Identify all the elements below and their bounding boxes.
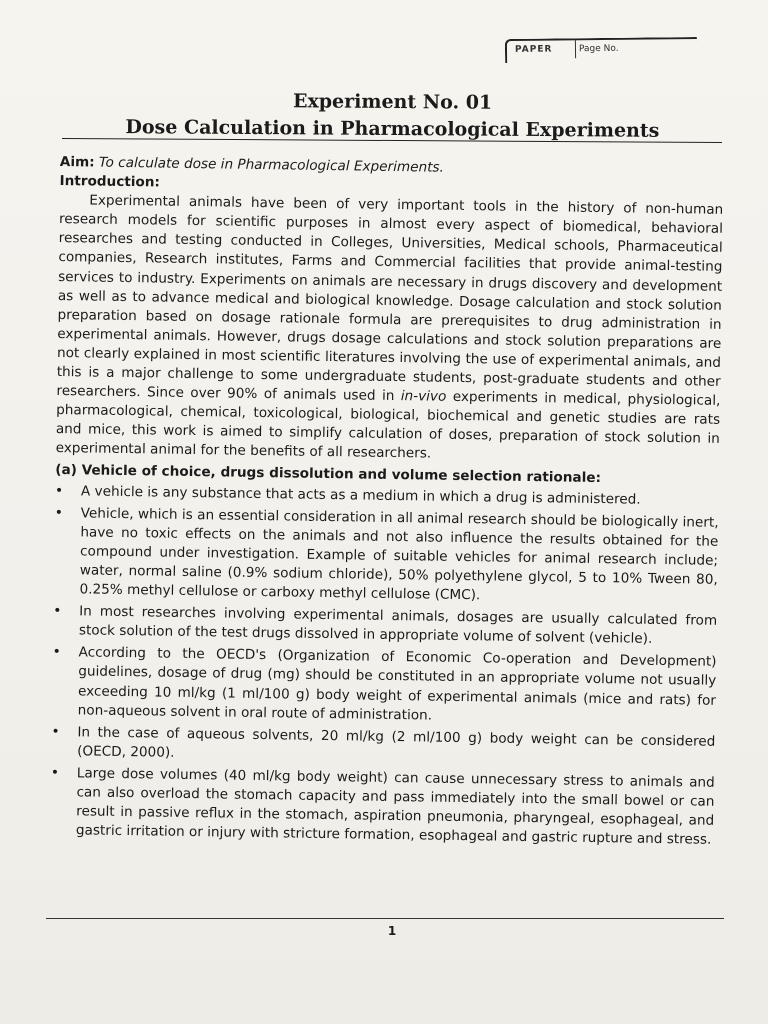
- experiment-header: [60, 86, 725, 145]
- list-item-text: A vehicle is any substance that acts as a medium in which a drug is administered.: [80, 482, 641, 508]
- intro-text-part-2: experiments in medical, physiological, pharmacological, chemical, toxicological, biological, biochemical and genetic studies are rats and mice, this work is aimed to simplify calculation of doses, preparation of stock solution in experimental animal for the benefits of all researchers.: [55, 388, 721, 462]
- intro-text-italic: in-vivo: [400, 388, 447, 405]
- section-a-bullet-list: [50, 482, 719, 850]
- bullet-icon: •: [54, 504, 64, 521]
- list-item-text: Vehicle, which is an essential consideration in all animal research should be biologically inert, have no toxic effects on the animals and not also influence the results obtained for the compound under investigation. Example of suitable vehicles for animal research include; water, normal saline (0.9% sodium chloride), 50% polyethylene glycol, 5 to 10% Tween 80, 0.25% methyl cellulose or carboxy methyl cellulose (CMC).: [79, 505, 719, 604]
- document-body: [50, 153, 724, 853]
- list-item-text: According to the OECD's (Organization of Economic Co-operation and Development) guidelines, dosage of drug (mg) should be constituted in an appropriate volume not usually exceeding 10 ml/kg (1 ml/100 g) body weight of experimental animals (mice and rats) for non-aqueous solvent in oral route of administration.: [77, 644, 717, 724]
- list-item-text: Large dose volumes (40 ml/kg body weight) can cause unnecessary stress to animals and can also overload the stomach capacity and pass immediately into the small bowel or can result in passive reflux in the stomach, aspiration pneumonia, pharyngeal, esophageal, and gastric irritation or injury with stricture formation, esophageal and gastric rupture and stress.: [75, 765, 715, 848]
- bullet-icon: •: [50, 764, 60, 781]
- aim-text: To calculate dose in Pharmacological Experiments.: [98, 154, 444, 176]
- list-item: [52, 643, 717, 729]
- list-item-text: In the case of aqueous solvents, 20 ml/kg (2 ml/100 g) body weight can be considered (OECD, 2000).: [77, 724, 716, 761]
- page-number-box: [505, 37, 697, 63]
- introduction-heading: Introduction:: [59, 173, 161, 191]
- introduction-paragraph: [55, 191, 723, 468]
- intro-text-part-1: Experimental animals have been of very important tools in the history of non-human research models for scientific purposes in almost every aspect of biomedical, behavioral researches and testing conducted in Colleges, Universities, Medical schools, Pharmaceutical companies, Research institutes, Farms and Commercial facilities that provide animal-testing services to industry. Experiments on animals are necessary in drugs discovery and development as well as to advance medical and biological knowledge. Dosage calculation and stock solution preparation based on dosage rationale formula are prerequisites to drug administration in experimental animals. However, drugs dosage calculations and stock solution preparations are not clearly explained in most scientific literatures involving the use of experimental animals, and this is a major challenge to some undergraduate students, post-graduate students and other researchers. Since over 90% of animals used in: [56, 192, 724, 405]
- list-item: [53, 504, 718, 609]
- list-item-text: In most researches involving experimental animals, dosages are usually calculated from stock solution of the test drugs dissolved in appropriate volume of solvent (vehicle).: [78, 603, 718, 648]
- bullet-icon: •: [51, 723, 60, 740]
- experiment-subtitle: Dose Calculation in Pharmacological Experiments: [125, 116, 660, 142]
- bullet-icon: •: [52, 644, 61, 661]
- footer-divider: [46, 918, 724, 919]
- aim-label: Aim:: [59, 153, 95, 171]
- page-box-divider: [575, 40, 576, 58]
- list-item: [50, 764, 715, 850]
- page-box-label: PAPER: [514, 44, 553, 55]
- experiment-title: Experiment No. 01: [292, 90, 493, 114]
- bullet-icon: •: [53, 603, 62, 620]
- page-number: 1: [387, 924, 397, 938]
- bullet-icon: •: [54, 482, 64, 499]
- page-box-page-no-label: Page No.: [578, 43, 619, 55]
- section-a-heading: (a) Vehicle of choice, drugs dissolution and volume selection rationale:: [55, 461, 602, 486]
- list-item: [53, 602, 717, 650]
- list-item: [51, 723, 715, 771]
